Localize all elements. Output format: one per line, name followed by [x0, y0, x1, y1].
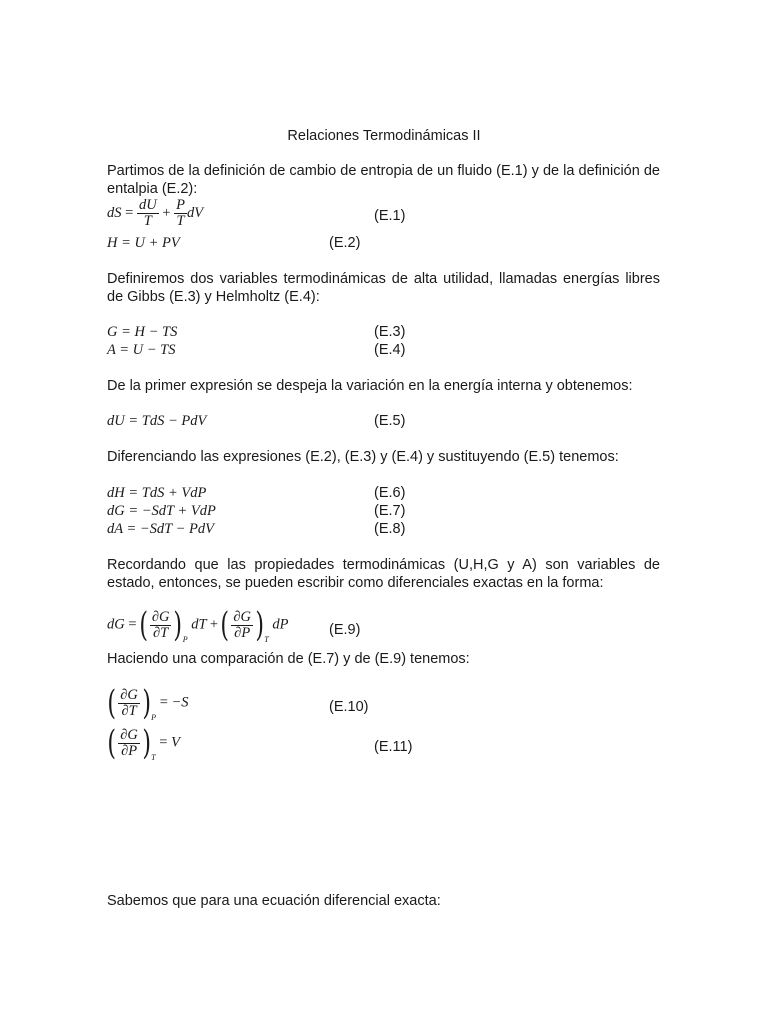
paragraph-internal-energy: De la primer expresión se despeja la variación en la energía interna y obtenemos: — [107, 378, 633, 394]
equation-label-e2: (E.2) — [329, 235, 361, 251]
equation-e4: A = U − TS — [107, 342, 176, 358]
equation-e1: dS = $\frac{dU}{T}$ + $\frac{P}{T}$ dV — [107, 197, 204, 229]
paragraph-entropy-intro: Partimos de la definición de cambio de entropia de un fluido (E.1) y de la definición de entalpia (E.2): — [107, 163, 660, 197]
equation-e2: H = U + PV — [107, 235, 180, 251]
equation-e5: dU = TdS − PdV — [107, 413, 207, 429]
equation-label-e11: (E.11) — [374, 739, 413, 755]
equation-e10: ( $\frac{\partial G}{\partial T}$ )$_P = -S$ — [107, 683, 189, 723]
equation-e7: dG = −SdT + VdP — [107, 503, 216, 519]
equation-label-e1: (E.1) — [374, 208, 406, 224]
paragraph-differentiating: Diferenciando las expresiones (E.2), (E.3) y (E.4) y sustituyendo (E.5) tenemos: — [107, 449, 619, 465]
equation-label-e5: (E.5) — [374, 413, 406, 429]
equation-label-e9: (E.9) — [329, 622, 361, 638]
document-title: Relaciones Termodinámicas II — [287, 128, 481, 144]
paragraph-free-energies: Definiremos dos variables termodinámicas de alta utilidad, llamadas energías libres de Gibbs (E.3) y Helmholtz (E.4): — [107, 271, 660, 305]
equation-label-e10: (E.10) — [329, 699, 369, 715]
paragraph-exact-equation: Sabemos que para una ecuación diferencial exacta: — [107, 893, 441, 909]
equation-label-e8: (E.8) — [374, 521, 406, 537]
equation-label-e4: (E.4) — [374, 342, 406, 358]
equation-e3: G = H − TS — [107, 324, 178, 340]
paragraph-comparison: Haciendo una comparación de (E.7) y de (E.9) tenemos: — [107, 651, 470, 667]
equation-e6: dH = TdS + VdP — [107, 485, 207, 501]
equation-label-e7: (E.7) — [374, 503, 406, 519]
equation-e9: dG =( $\frac{\partial G}{\partial T}$ )$_P$ dT +( $\frac{\partial G}{\partial P}$ )$_T$ dP — [107, 605, 289, 645]
equation-e11: ( $\frac{\partial G}{\partial P}$ )$_T = V$ — [107, 723, 180, 763]
equation-label-e6: (E.6) — [374, 485, 406, 501]
paragraph-exact-differentials: Recordando que las propiedades termodinámicas (U,H,G y A) son variables de estado, entonces, se pueden escribir como diferenciales exactas en la forma: — [107, 557, 660, 591]
equation-label-e3: (E.3) — [374, 324, 406, 340]
equation-e8: dA = −SdT − PdV — [107, 521, 214, 537]
